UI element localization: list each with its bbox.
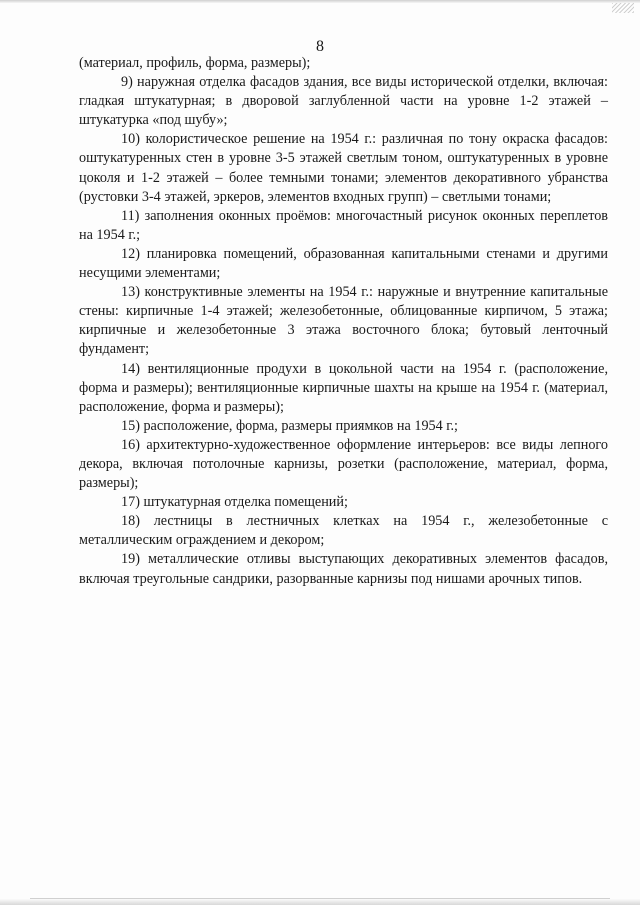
list-item-9: 9) наружная отделка фасадов здания, все виды исторической отделки, включая: гладкая штукатурная; в дворовой заглубленной части на уровне 1-2 этажей – штукатурка «под шубу»; [79, 74, 608, 129]
list-item-12: 12) планировка помещений, образованная капитальными стенами и другими несущими элементами; [79, 245, 608, 282]
scan-corner-mark [612, 3, 634, 13]
list-item-14: 14) вентиляционные продухи в цокольной части на 1954 г. (расположение, форма и размеры); вентиляционные кирпичные шахты на крыше на 1954 г. (материал, расположение, форма и размеры); [79, 360, 608, 415]
document-body [79, 54, 608, 589]
page-number: 8 [316, 38, 324, 55]
paragraph-continuation: (материал, профиль, форма, размеры); [79, 55, 311, 71]
scan-bottom-edge [0, 899, 640, 905]
list-item-19: 19) металлические отливы выступающих декоративных элементов фасадов, включая треугольные сандрики, разорванные карнизы под нишами арочных типов. [79, 551, 608, 587]
list-item-15: 15) расположение, форма, размеры приямков на 1954 г.; [121, 417, 458, 434]
list-item-10: 10) колористическое решение на 1954 г.: различная по тону окраска фасадов: оштукатуренных стен в уровне 3-5 этажей светлым тоном, оштукатуренных в уровне цоколя и 1-2 этажей – более темными тонами; элементов декоративного убранства (рустовки 3-4 этажей, эркеров, элементов входных групп) – светлыми тонами; [79, 131, 608, 205]
list-item-16: 16) архитектурно-художественное оформление интерьеров: все виды лепного декора, включая потолочные карнизы, розетки (расположение, материал, форма, размеры); [79, 436, 608, 492]
list-item-13: 13) конструктивные элементы на 1954 г.: наружные и внутренние капитальные стены: кирпичные 1-4 этажей; железобетонные, облицованные кирпичом, 5 этажа; кирпичные и железобетонные 3 этажа восточного блока; бутовый ленточный фундамент; [79, 284, 608, 358]
list-item-18: 18) лестницы в лестничных клетках на 1954 г., железобетонные с металлическим ограждением и декором; [79, 513, 608, 549]
list-item-17: 17) штукатурная отделка помещений; [121, 494, 348, 511]
list-item-11: 11) заполнения оконных проёмов: многочастный рисунок оконных переплетов на 1954 г.; [79, 207, 608, 243]
scan-top-edge [0, 0, 640, 3]
